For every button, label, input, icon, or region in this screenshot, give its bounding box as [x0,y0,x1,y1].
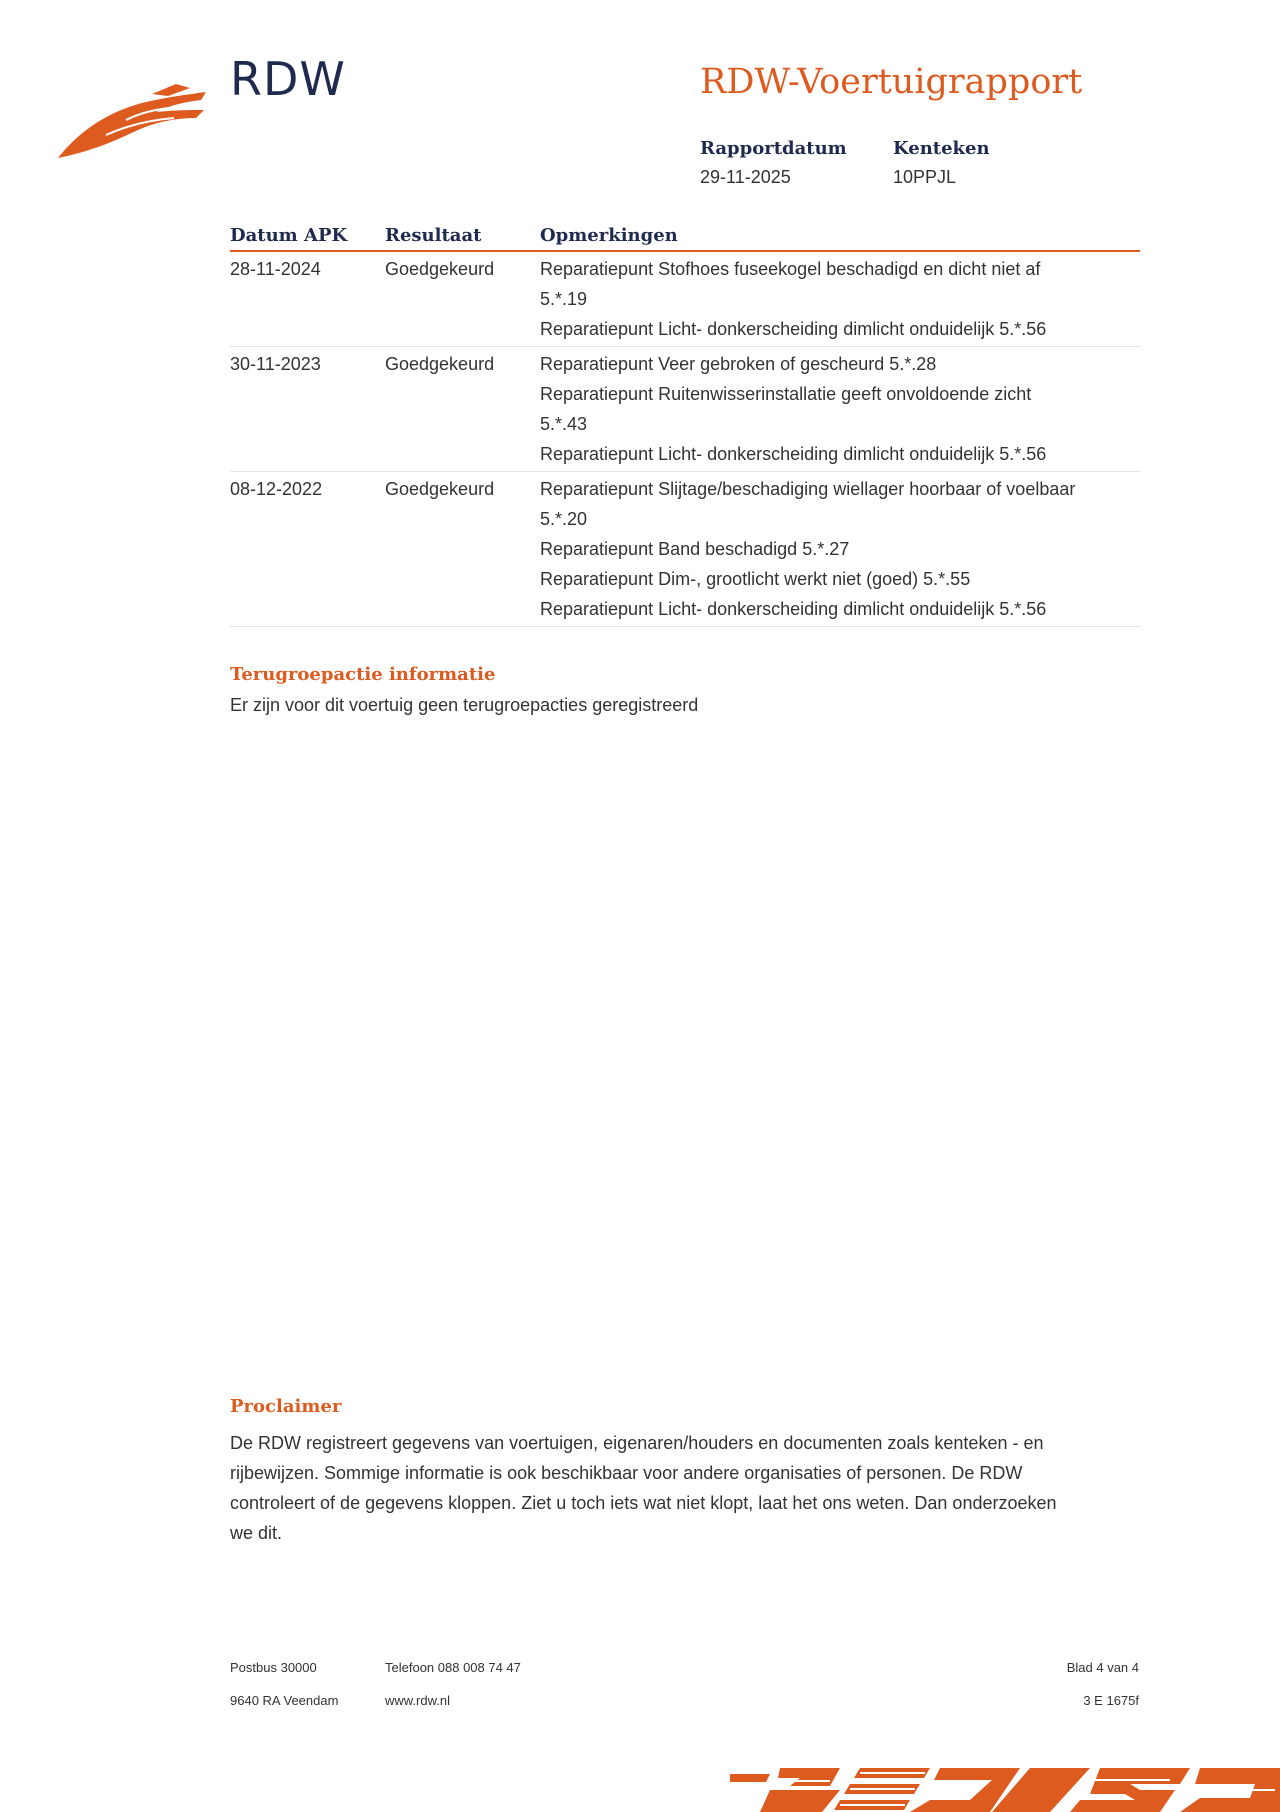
apk-date: 28-11-2024 [230,259,321,279]
proclaimer-line: rijbewijzen. Sommige informatie is ook beschikbaar voor andere organisaties of personen. De RDW [230,1463,1023,1483]
proclaimer-line: controleert of de gegevens kloppen. Ziet u toch iets wat niet klopt, laat het ons weten. Dan onderzoeken [230,1493,1057,1513]
remark-line: Reparatiepunt Ruitenwisserinstallatie geeft onvoldoende zicht [540,384,1032,404]
remark-line: 5.*.20 [540,509,588,529]
footer-doc-code: 3 E 1675f [1083,1693,1139,1708]
footer-website-link[interactable]: www.rdw.nl [385,1693,451,1708]
footer-phone: Telefoon 088 008 74 47 [385,1660,521,1675]
remark-line: Reparatiepunt Dim-, grootlicht werkt niet (goed) 5.*.55 [540,569,971,589]
license-plate-label: Kenteken [893,138,990,159]
table-header [230,222,1140,252]
apk-date: 30-11-2023 [230,354,321,374]
remark-line: Reparatiepunt Band beschadigd 5.*.27 [540,539,850,559]
table-row [230,252,1140,347]
remark-line: Reparatiepunt Licht- donkerscheiding dimlicht onduidelijk 5.*.56 [540,444,1047,464]
proclaimer-line: De RDW registreert gegevens van voertuigen, eigenaren/houders en documenten zoals kenteken - en [230,1433,1044,1453]
recall-text: Er zijn voor dit voertuig geen terugroepacties geregistreerd [230,695,699,715]
remark-line: 5.*.19 [540,289,588,309]
apk-remarks [540,349,1140,469]
apk-date: 08-12-2022 [230,479,323,499]
column-header-remarks: Opmerkingen [540,225,678,246]
remark-line: Reparatiepunt Veer gebroken of gescheurd 5.*.28 [540,354,937,374]
proclaimer-heading: Proclaimer [230,1396,342,1417]
remark-line: Reparatiepunt Stofhoes fuseekogel beschadigd en dicht niet af [540,259,1041,279]
remark-line: Reparatiepunt Licht- donkerscheiding dimlicht onduidelijk 5.*.56 [540,319,1047,339]
apk-remarks [540,254,1140,344]
apk-result: Goedgekeurd [385,259,495,279]
license-plate-value: 10PPJL [893,167,957,187]
rdw-wing-logo-icon [56,80,211,160]
remark-line: 5.*.43 [540,414,588,434]
proclaimer-text [230,1428,1150,1548]
footer-page-number: Blad 4 van 4 [1066,1660,1139,1675]
recall-heading: Terugroepactie informatie [230,664,496,685]
apk-result: Goedgekeurd [385,354,495,374]
rdw-stripe-graphic-icon [730,1760,1280,1812]
apk-history-table [230,222,1140,627]
remark-line: Reparatiepunt Slijtage/beschadiging wiellager hoorbaar of voelbaar [540,479,1076,499]
report-date-label: Rapportdatum [700,138,847,159]
proclaimer-line: we dit. [230,1523,283,1543]
report-date-value: 29-11-2025 [700,167,791,187]
footer-city: 9640 RA Veendam [230,1693,339,1708]
page-title: RDW-Voertuigrapport [700,62,1083,102]
column-header-date: Datum APK [230,225,348,246]
apk-result: Goedgekeurd [385,479,495,499]
footer-postbus: Postbus 30000 [230,1660,317,1675]
column-header-result: Resultaat [385,225,482,246]
apk-remarks [540,474,1140,624]
table-row [230,347,1140,472]
remark-line: Reparatiepunt Licht- donkerscheiding dimlicht onduidelijk 5.*.56 [540,599,1047,619]
rdw-logo-text: RDW [230,52,346,106]
table-row [230,472,1140,627]
